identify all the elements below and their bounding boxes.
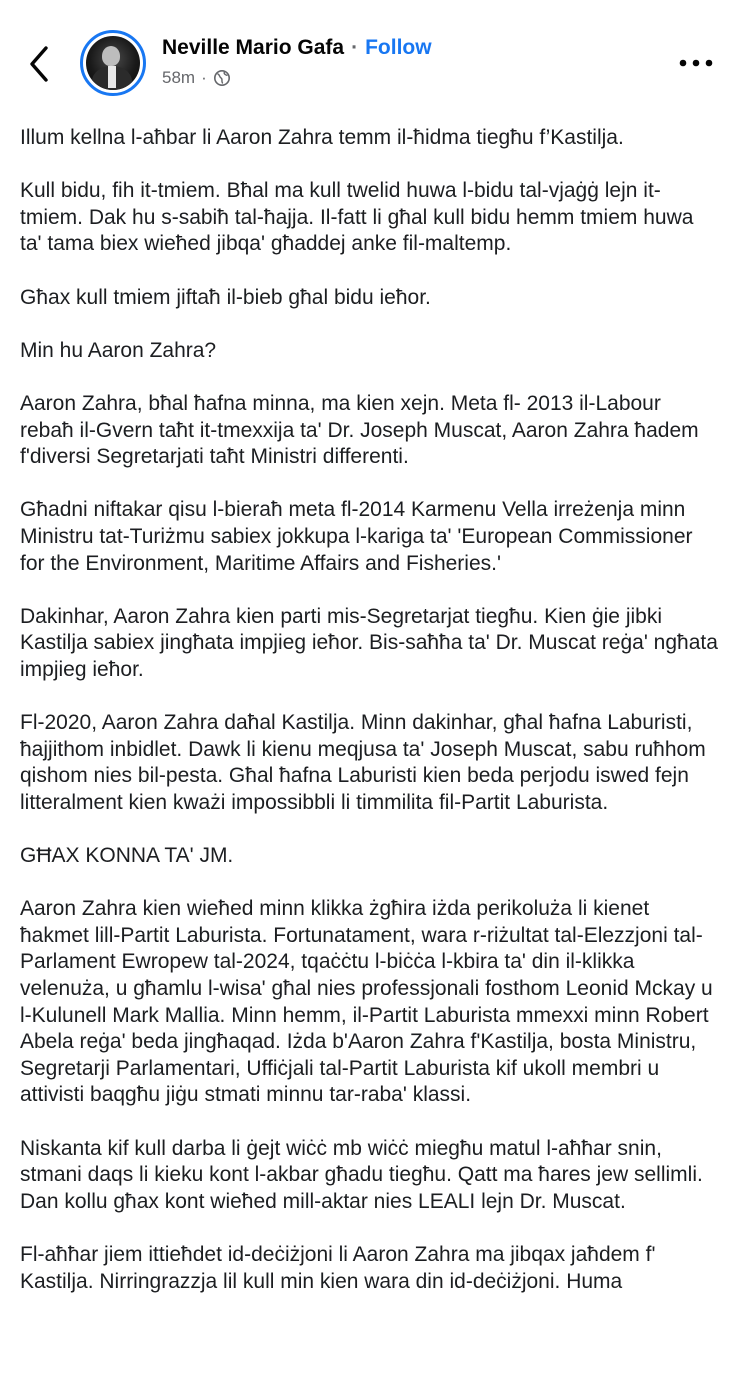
follow-button[interactable]: Follow: [365, 36, 432, 59]
avatar-photo: [86, 36, 140, 90]
post-paragraph: Fl-2020, Aaron Zahra daħal Kastilja. Minn dakinhar, għal ħafna Laburisti, ħajjithom inbidlet. Dawk li kienu meqjusa ta' Joseph Muscat, sabu ruħhom qishom nies bil-pesta. Għal ħafna Laburisti kien beda perjodu iswed fejn litteralment kien kważi impossibbli li timmilita fil-Partit Laburista.: [20, 711, 706, 814]
author-avatar[interactable]: [80, 30, 146, 96]
chevron-left-icon: [22, 42, 58, 86]
post-paragraph: Aaron Zahra, bħal ħafna minna, ma kien xejn. Meta fl- 2013 il-Labour rebaħ il-Gvern taħt it-tmexxija ta' Dr. Joseph Muscat, Aaron Zahra ħadem f'diversi Segretarjati taħt Ministri differenti.: [20, 391, 699, 469]
post-paragraph: Illum kellna l-aħbar li Aaron Zahra temm il-ħidma tiegħu f’Kastilja.: [20, 126, 624, 149]
post-paragraph: Kull bidu, fih it-tmiem. Bħal ma kull twelid huwa l-bidu tal-vjaġġ lejn it-tmiem. Dak hu s-sabiħ tal-ħajja. Il-fatt li għal kull bidu hemm tmiem huwa ta' tama biex wieħed jibqa' għaddej anke fil-maltemp.: [20, 179, 694, 256]
post-paragraph: Niskanta kif kull darba li ġejt wiċċ mb wiċċ miegħu matul l-aħħar snin, stmani daqs li kieku kont l-akbar għadu tiegħu. Qatt ma ħares jew sellimli. Dan kollu għax kont wieħed mill-aktar nies LEALI lejn Dr. Muscat.: [20, 1136, 703, 1213]
meta-separator: ·: [201, 68, 207, 87]
post-timestamp[interactable]: 58m: [162, 68, 196, 87]
post-paragraph: Fl-aħħar jiem ittieħdet id-deċiżjoni li Aaron Zahra ma jibqax jaħdem f' Kastilja. Nirringrazzja lil kull min kien wara din id-deċiżjoni. Huma: [20, 1242, 656, 1293]
globe-icon: [213, 69, 231, 87]
more-options-button[interactable]: [676, 48, 716, 78]
post-paragraph: Għadni niftakar qisu l-bieraħ meta fl-2014 Karmenu Vella irreżenja minn Ministru tat-Turiżmu sabiex jokkupa l-kariga ta' 'European Commissioner for the Environment, Maritime Affairs and Fisheries.': [20, 498, 693, 575]
post-text: [20, 125, 720, 1322]
post-paragraph: Għax kull tmiem jiftaħ il-bieb għal bidu ieħor.: [20, 285, 431, 309]
post-meta: [162, 68, 231, 88]
back-button[interactable]: [22, 42, 58, 86]
name-separator: ·: [351, 36, 359, 59]
post-paragraph: Dakinhar, Aaron Zahra kien parti mis-Segretarjat tiegħu. Kien ġie jibki Kastilja sabiex jingħata impjieg ieħor. Bis-saħħa ta' Dr. Muscat reġa' ngħata impjieg ieħor.: [20, 604, 718, 681]
more-horizontal-icon: [676, 48, 716, 78]
post-paragraph: Aaron Zahra kien wieħed minn klikka żgħira iżda perikoluża li kienet ħakmet lill-Partit Laburista. Fortunatament, wara r-riżultat tal-Elezzjoni tal-Parlament Ewropew tal-2024, tqaċċtu l-biċċa l-kbira ta' din il-klikka velenuża, u għamlu l-wisa' għal nies professjonali fosthom Leonid Mckay u l-Kulunell Mark Mallia. Minn hemm, il-Partit Laburista mmexxi minn Robert Abela reġa' beda jingħaqad. Iżda b'Aaron Zahra f'Kastilja, bosta Ministru, Segretarji Parlamentari, Uffiċjali tal-Partit Laburista kif ukoll membri u attivisti baqgħu jiġu stmati minnu tar-raba' klassi.: [20, 897, 713, 1107]
post-paragraph: GĦAX KONNA TA' JM.: [20, 844, 234, 868]
author-name[interactable]: Neville Mario Gafa: [162, 36, 345, 59]
post-paragraph: Min hu Aaron Zahra?: [20, 338, 217, 362]
author-row: [162, 36, 432, 60]
post-header: [0, 0, 735, 120]
